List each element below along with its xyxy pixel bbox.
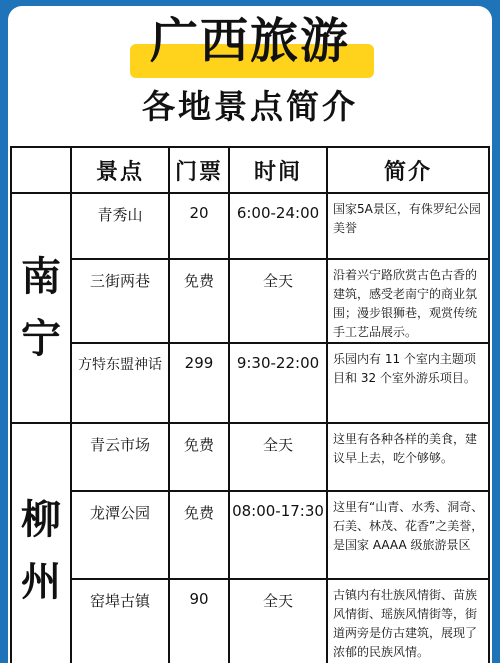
header-city-blank [11,147,71,193]
open-time: 6:00-24:00 [229,193,327,259]
title-block [0,8,500,74]
table-row [11,193,489,259]
spot-name: 青秀山 [71,193,169,259]
spot-desc: 国家5A景区，有侏罗纪公园美誉 [327,193,489,259]
spot-name: 三街两巷 [71,259,169,343]
open-time: 全天 [229,423,327,491]
open-time: 9:30-22:00 [229,343,327,423]
open-time: 全天 [229,579,327,663]
attractions-table [10,146,490,663]
spot-name: 方特东盟神话 [71,343,169,423]
ticket-price: 20 [169,193,229,259]
ticket-price: 299 [169,343,229,423]
header-time: 时间 [229,147,327,193]
open-time: 08:00-17:30 [229,491,327,579]
spot-desc: 这里有各种各样的美食，建议早上去，吃个够够。 [327,423,489,491]
table-row [11,259,489,343]
ticket-price: 90 [169,579,229,663]
ticket-price: 免费 [169,423,229,491]
spot-name: 青云市场 [71,423,169,491]
city-cell-nanning: 南宁 [11,193,71,423]
spot-desc: 古镇内有壮族风情街、苗族风情街、瑶族风情街等，街道两旁是仿古建筑，展现了浓郁的民族风情。 [327,579,489,663]
page-title: 广西旅游 [149,13,350,69]
spot-name: 龙潭公园 [71,491,169,579]
ticket-price: 免费 [169,491,229,579]
table-row [11,579,489,663]
table-row [11,491,489,579]
header-ticket: 门票 [169,147,229,193]
page-subtitle: 各地景点简介 [142,87,358,126]
spot-name: 窑埠古镇 [71,579,169,663]
city-cell-liuzhou: 柳州 [11,423,71,663]
table-row [11,423,489,491]
table-row [11,343,489,423]
spot-desc: 沿着兴宁路欣赏古色古香的建筑，感受老南宁的商业氛围；漫步银狮巷，观赏传统手工艺品展示。 [327,259,489,343]
table-header-row [11,147,489,193]
open-time: 全天 [229,259,327,343]
spot-desc: 这里有“山青、水秀、洞奇、石美、林茂、花香”之美誉，是国家 AAAA 级旅游景区 [327,491,489,579]
ticket-price: 免费 [169,259,229,343]
header-desc: 简介 [327,147,489,193]
spot-desc: 乐园内有 11 个室内主题项目和 32 个室外游乐项目。 [327,343,489,423]
header-spot: 景点 [71,147,169,193]
